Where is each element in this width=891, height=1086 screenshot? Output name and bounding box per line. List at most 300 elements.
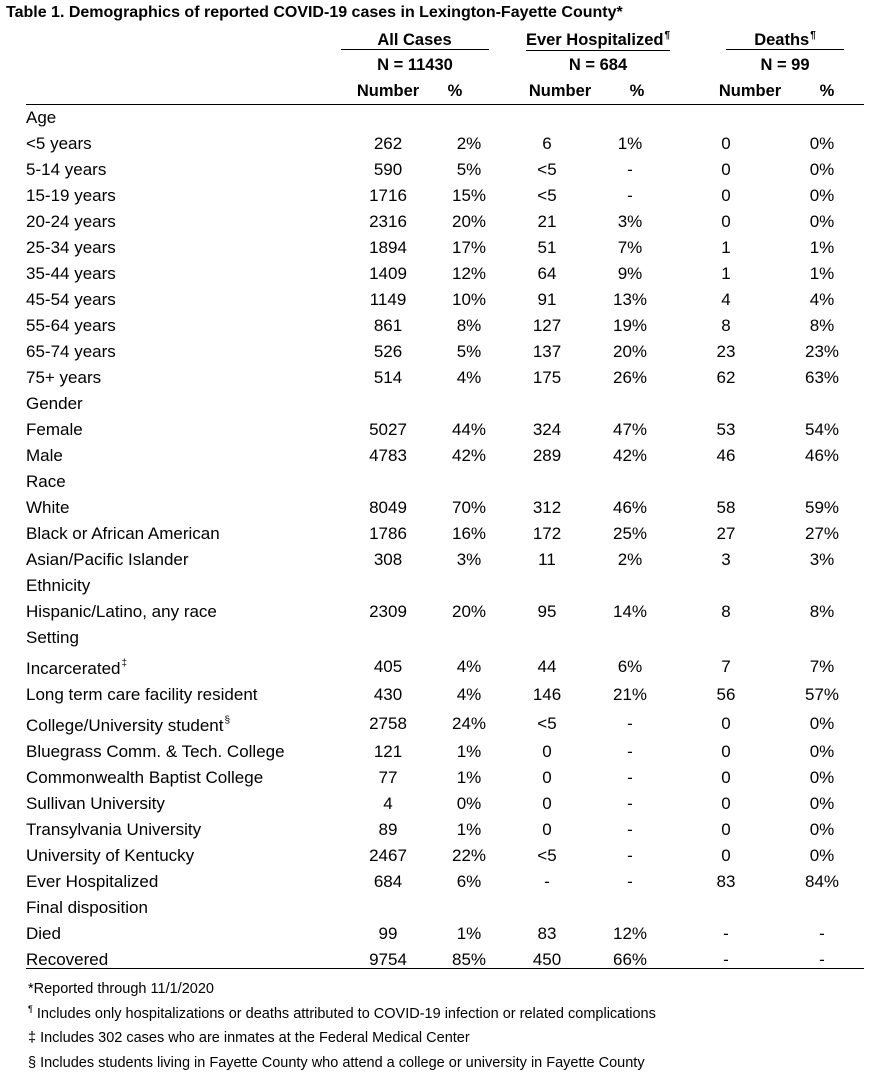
cell-hospitalized-percent: 12% [612,924,648,943]
cell-deaths-number: 83 [716,872,736,891]
cell-deaths-number: 1 [721,264,731,283]
row-label-text: Final disposition [26,898,148,917]
cell-all-cases-percent: 70% [451,498,487,517]
cell-all-cases-number [344,625,432,651]
cell-hospitalized-percent [588,895,672,921]
cell-all-cases-number: 861 [373,316,403,335]
cell-all-cases-number: 590 [373,160,403,179]
cell-deaths-percent [780,573,864,599]
cell-all-cases-percent: 16% [451,524,487,543]
cell-deaths-percent: 1% [809,238,835,257]
cell-hospitalized-percent [588,469,672,495]
cell-hospitalized-number: 44 [537,656,557,676]
cell-all-cases-number: 2309 [369,602,407,621]
cell-all-cases-number: 514 [373,368,403,387]
table-row [26,843,864,869]
cell-deaths-number [672,573,780,599]
cell-hospitalized-percent: - [627,768,633,787]
cell-deaths-percent [780,469,864,495]
table-title: Table 1. Demographics of reported COVID-19 cases in Lexington-Fayette County* [6,4,623,21]
row-label-text: 20-24 years [26,212,116,231]
cell-hospitalized-number [506,625,588,651]
row-label-text: <5 years [26,134,92,153]
cell-all-cases-percent: 4% [456,685,482,704]
cell-all-cases-percent: 1% [456,820,482,839]
cell-hospitalized-number: <5 [537,186,557,205]
row-label [26,651,344,682]
row-label-text: Female [26,420,83,439]
cell-all-cases-percent: 5% [456,160,482,179]
row-label-text: Hispanic/Latino, any race [26,602,217,621]
table-row [26,599,864,625]
row-label [26,339,344,365]
table-row [26,313,864,339]
row-label [26,791,344,817]
footnotes [28,972,656,1070]
cell-hospitalized-number: 172 [532,524,562,543]
cell-deaths-number: 3 [721,550,731,569]
cell-hospitalized-percent: 14% [612,602,648,621]
row-label-text: Ethnicity [26,576,91,595]
row-label-text: 65-74 years [26,342,116,361]
table-row [26,443,864,469]
row-label-text: Transylvania University [26,820,202,839]
cell-all-cases-number: 4783 [369,446,407,465]
cell-deaths-percent: 59% [804,498,840,517]
cell-hospitalized-number: 175 [532,368,562,387]
cell-deaths-number: 0 [721,134,731,153]
cell-hospitalized-number: 450 [532,950,562,969]
cell-deaths-number: - [723,924,729,943]
table-row [26,521,864,547]
group-name: All Cases [377,31,452,49]
cell-hospitalized-percent: - [627,186,633,205]
cell-all-cases-percent: 5% [456,342,482,361]
row-label-text: Black or African American [26,524,220,543]
cell-deaths-number: 0 [721,160,731,179]
cell-hospitalized-percent: 13% [612,290,648,309]
row-label-text: University of Kentucky [26,846,195,865]
table-row [26,817,864,843]
cell-hospitalized-number: 0 [542,742,552,761]
cell-all-cases-number: 308 [373,550,403,569]
cell-hospitalized-percent: 7% [617,238,643,257]
cell-hospitalized-percent: 42% [612,446,648,465]
row-label-text: Long term care facility resident [26,685,258,704]
table-row [26,287,864,313]
row-label-text: Race [26,472,66,491]
cell-all-cases-percent: 6% [456,872,482,891]
cell-all-cases-percent [432,573,506,599]
bottom-rule [26,968,864,969]
cell-all-cases-percent: 24% [451,713,487,733]
cell-deaths-percent: 3% [809,550,835,569]
cell-all-cases-percent: 2% [456,134,482,153]
row-label-text: Commonwealth Baptist College [26,768,264,787]
cell-hospitalized-number: 0 [542,768,552,787]
cell-deaths-number [672,105,780,131]
row-label-text: Incarcerated [26,659,121,678]
table-row [26,157,864,183]
cell-deaths-number: 23 [716,342,736,361]
cell-all-cases-percent: 42% [451,446,487,465]
cell-hospitalized-percent [588,105,672,131]
footnote-marker: ‡ [121,658,128,669]
cell-all-cases-number [344,105,432,131]
cell-deaths-number: 0 [721,212,731,231]
table-row [26,183,864,209]
cell-deaths-number: 8 [721,316,731,335]
cell-all-cases-number: 262 [373,134,403,153]
table-row [26,708,864,739]
row-label [26,287,344,313]
row-label-text: 5-14 years [26,160,107,179]
cell-deaths-percent: 4% [809,290,835,309]
table-row [26,235,864,261]
cell-all-cases-percent [432,625,506,651]
cell-deaths-number: - [723,950,729,969]
cell-hospitalized-number: 289 [532,446,562,465]
row-label-text: 45-54 years [26,290,116,309]
cell-hospitalized-percent: - [627,160,633,179]
cell-hospitalized-number: 6 [542,134,552,153]
cell-all-cases-percent: 22% [451,846,487,865]
table-body [26,105,864,973]
n-ever-hospitalized: N = 684 [568,56,628,74]
cell-deaths-percent: 0% [809,160,835,179]
cell-all-cases-number [344,391,432,417]
cell-hospitalized-number: 95 [537,602,557,621]
cell-deaths-percent [780,391,864,417]
cell-hospitalized-percent: 1% [617,134,643,153]
row-label-text: Sullivan University [26,794,165,813]
group-name: Ever Hospitalized [525,31,664,49]
cell-hospitalized-number [506,391,588,417]
subheader-number: Number [718,82,782,100]
footnote-text: § Includes students living in Fayette County who attend a college or university in Fayette County [28,1054,645,1071]
cell-hospitalized-percent: 25% [612,524,648,543]
cell-all-cases-number [344,469,432,495]
row-label [26,625,344,651]
row-label [26,495,344,521]
cell-hospitalized-number: <5 [537,713,557,733]
cell-deaths-number [672,895,780,921]
cell-hospitalized-percent: 2% [617,550,643,569]
cell-deaths-number [672,391,780,417]
cell-deaths-number: 8 [721,602,731,621]
cell-hospitalized-percent: 9% [617,264,643,283]
cell-hospitalized-percent: 3% [617,212,643,231]
row-label [26,817,344,843]
row-label-text: Age [26,108,57,127]
cell-all-cases-percent: 15% [451,186,487,205]
cell-deaths-percent: 0% [809,713,835,733]
cell-hospitalized-percent: 6% [617,656,643,676]
cell-hospitalized-percent: - [627,872,633,891]
cell-all-cases-percent: 1% [456,768,482,787]
cell-deaths-number: 4 [721,290,731,309]
cell-all-cases-percent: 8% [456,316,482,335]
cell-deaths-percent: 63% [804,368,840,387]
cell-hospitalized-number: 137 [532,342,562,361]
category-row [26,625,864,651]
table-row [26,947,864,973]
footnote-text: *Reported through 11/1/2020 [28,981,214,997]
category-row [26,869,864,895]
cell-all-cases-number: 684 [373,872,403,891]
table-row [26,682,864,708]
cell-hospitalized-number [506,105,588,131]
cell-hospitalized-percent: 19% [612,316,648,335]
cell-hospitalized-percent: - [627,742,633,761]
group-name: Deaths [754,31,810,49]
cell-deaths-number: 1 [721,238,731,257]
cell-all-cases-number: 1409 [369,264,407,283]
row-label-text: 55-64 years [26,316,116,335]
category-row [26,573,864,599]
cell-deaths-percent: 27% [804,524,840,543]
table-row [26,417,864,443]
cell-deaths-number: 27 [716,524,736,543]
cell-all-cases-number: 1149 [369,290,407,309]
subheader-percent: % [629,82,645,100]
footnote-text: Includes only hospitalizations or deaths attributed to COVID-19 infection or related complications [32,1005,656,1022]
cell-all-cases-percent: 10% [451,290,487,309]
cell-hospitalized-number: 83 [537,924,557,943]
cell-hospitalized-number: <5 [537,846,557,865]
row-label [26,521,344,547]
cell-deaths-percent: - [819,924,825,943]
cell-all-cases-number [344,895,432,921]
cell-hospitalized-number [506,895,588,921]
cell-deaths-percent: 46% [804,446,840,465]
row-label-text: Recovered [26,950,109,969]
cell-hospitalized-percent: - [627,713,633,733]
cell-deaths-number: 0 [721,742,731,761]
row-label [26,921,344,947]
cell-hospitalized-number: 51 [537,238,557,257]
cell-hospitalized-number: 324 [532,420,562,439]
row-label-text: Ever Hospitalized [26,872,159,891]
table-row [26,765,864,791]
cell-hospitalized-percent: - [627,820,633,839]
cell-deaths-percent: 0% [809,134,835,153]
row-label [26,682,344,708]
cell-deaths-percent: 0% [809,742,835,761]
cell-deaths-percent: 57% [804,685,840,704]
row-label [26,843,344,869]
row-label-text: Asian/Pacific Islander [26,550,189,569]
footnote-text: ‡ Includes 302 cases who are inmates at the Federal Medical Center [28,1030,470,1046]
cell-deaths-percent [780,895,864,921]
cell-deaths-percent: 1% [809,264,835,283]
cell-hospitalized-number: 91 [537,290,557,309]
row-label [26,157,344,183]
cell-hospitalized-percent [588,625,672,651]
cell-deaths-number: 0 [721,768,731,787]
table-row [26,739,864,765]
row-label [26,105,344,131]
table-row [26,209,864,235]
row-label [26,365,344,391]
cell-all-cases-percent: 4% [456,656,482,676]
subheader-number: Number [356,82,420,100]
cell-deaths-percent: 54% [804,420,840,439]
table-row [26,495,864,521]
cell-all-cases-percent: 20% [451,212,487,231]
cell-deaths-number: 53 [716,420,736,439]
row-label-text: Bluegrass Comm. & Tech. College [26,742,285,761]
cell-hospitalized-percent: - [627,794,633,813]
cell-hospitalized-percent: 20% [612,342,648,361]
row-label [26,313,344,339]
cell-deaths-number: 0 [721,794,731,813]
cell-all-cases-percent [432,895,506,921]
cell-deaths-number: 0 [721,713,731,733]
n-all-cases: N = 11430 [377,56,453,74]
cell-hospitalized-number: 64 [537,264,557,283]
cell-all-cases-number: 89 [378,820,398,839]
cell-deaths-percent: 23% [804,342,840,361]
cell-all-cases-number: 8049 [369,498,407,517]
row-label-text: Gender [26,394,83,413]
row-label [26,417,344,443]
row-label [26,391,344,417]
cell-hospitalized-number [506,469,588,495]
cell-all-cases-number: 4 [383,794,393,813]
subheader-percent: % [447,82,463,100]
cell-all-cases-number: 121 [373,742,403,761]
cell-hospitalized-number: 312 [532,498,562,517]
cell-hospitalized-number: 127 [532,316,562,335]
cell-hospitalized-percent: 66% [612,950,648,969]
cell-all-cases-percent: 0% [456,794,482,813]
cell-all-cases-number: 2467 [369,846,407,865]
cell-deaths-percent: - [819,950,825,969]
cell-all-cases-number [344,573,432,599]
cell-all-cases-percent: 44% [451,420,487,439]
cell-all-cases-percent: 85% [451,950,487,969]
cell-all-cases-percent: 1% [456,924,482,943]
row-label-text: Male [26,446,63,465]
table-row [26,131,864,157]
footnote [28,1021,656,1046]
cell-all-cases-percent [432,469,506,495]
cell-deaths-number [672,469,780,495]
table-row [26,261,864,287]
cell-all-cases-number: 1786 [369,524,407,543]
row-label [26,708,344,739]
cell-hospitalized-percent: 46% [612,498,648,517]
cell-deaths-percent: 0% [809,846,835,865]
cell-hospitalized-number: 0 [542,794,552,813]
cell-deaths-number: 7 [721,656,731,676]
row-label [26,739,344,765]
cell-deaths-percent [780,625,864,651]
table-row [26,791,864,817]
cell-deaths-percent: 84% [804,872,840,891]
cell-all-cases-number: 9754 [369,950,407,969]
footnote-marker: § [224,715,231,726]
cell-all-cases-percent [432,391,506,417]
cell-deaths-percent: 0% [809,212,835,231]
cell-all-cases-number: 2758 [369,713,407,733]
cell-all-cases-number: 2316 [369,212,407,231]
cell-all-cases-percent: 20% [451,602,487,621]
cell-deaths-percent: 7% [809,656,835,676]
cell-hospitalized-number: 21 [537,212,557,231]
cell-deaths-percent: 8% [809,316,835,335]
cell-hospitalized-percent: 47% [612,420,648,439]
row-label [26,469,344,495]
row-label-text: 15-19 years [26,186,116,205]
row-label-text: 35-44 years [26,264,116,283]
cell-deaths-number: 0 [721,186,731,205]
cell-deaths-percent: 0% [809,794,835,813]
cell-all-cases-percent: 1% [456,742,482,761]
cell-hospitalized-number: 11 [538,550,556,569]
cell-all-cases-percent: 4% [456,368,482,387]
cell-deaths-percent: 0% [809,186,835,205]
cell-all-cases-percent [432,105,506,131]
footnote-mark: ¶ [28,1003,33,1014]
row-label-text: College/University student [26,716,224,735]
table-row [26,921,864,947]
cell-deaths-percent: 0% [809,820,835,839]
row-label [26,869,344,895]
cell-all-cases-number: 405 [373,656,403,676]
cell-all-cases-number: 430 [373,685,403,704]
row-label [26,947,344,973]
category-row [26,391,864,417]
cell-all-cases-percent: 17% [451,238,487,257]
cell-all-cases-percent: 12% [451,264,487,283]
row-label-text: White [26,498,70,517]
group-mark: ¶ [810,30,816,41]
demographics-table [26,105,864,973]
table-row [26,547,864,573]
n-deaths: N = 99 [760,56,810,74]
category-row [26,895,864,921]
row-label [26,131,344,157]
cell-hospitalized-number: - [544,872,550,891]
row-label [26,765,344,791]
row-label [26,443,344,469]
subheader-number: Number [528,82,592,100]
cell-deaths-number: 58 [716,498,736,517]
cell-deaths-number: 46 [716,446,736,465]
cell-deaths-number: 62 [716,368,736,387]
row-label-text: Died [26,924,61,943]
row-label [26,895,344,921]
row-label [26,547,344,573]
cell-deaths-percent: 8% [809,602,835,621]
row-label [26,573,344,599]
cell-all-cases-number: 1716 [369,186,407,205]
cell-all-cases-number: 99 [378,924,398,943]
group-header-ever-hospitalized [518,30,678,50]
cell-all-cases-number: 77 [378,768,398,787]
cell-deaths-number: 0 [721,820,731,839]
cell-hospitalized-number: <5 [537,160,557,179]
cell-deaths-percent: 0% [809,768,835,787]
row-label [26,209,344,235]
footnote [28,972,656,997]
cell-all-cases-number: 5027 [369,420,407,439]
cell-deaths-percent [780,105,864,131]
cell-hospitalized-percent: 21% [612,685,648,704]
subheader-percent: % [819,82,835,100]
